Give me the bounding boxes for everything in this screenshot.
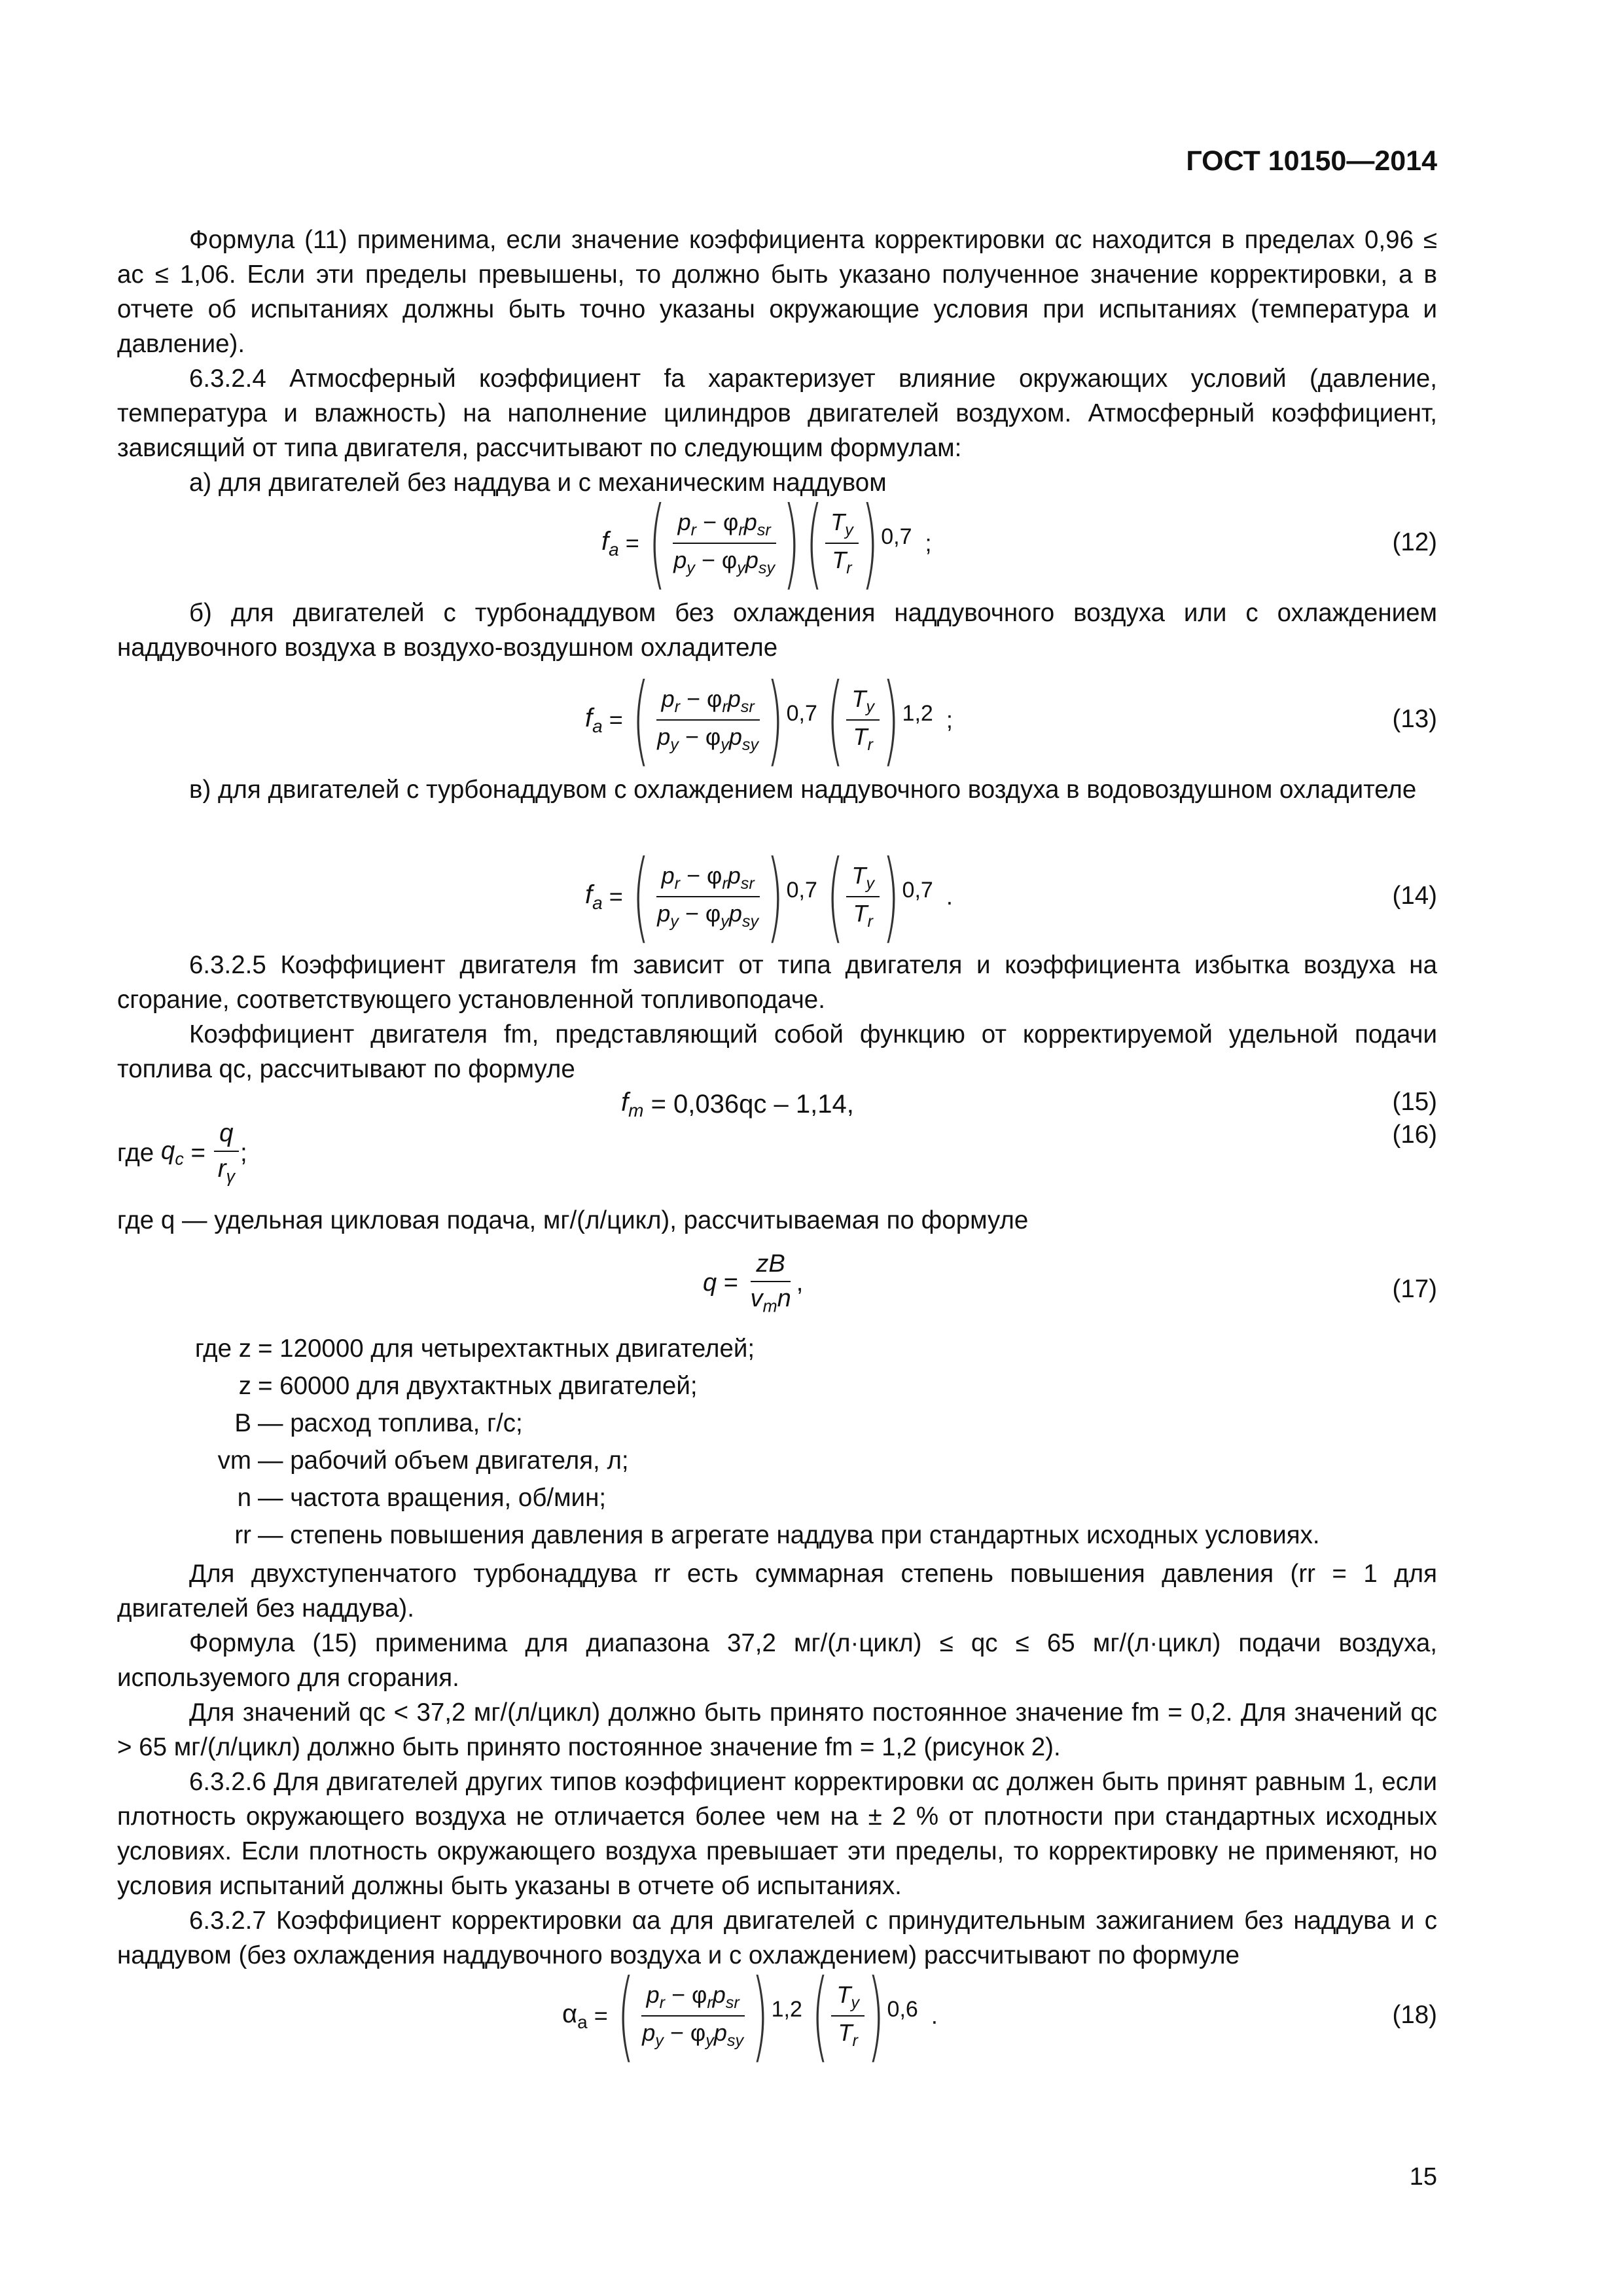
equation-17-number: (17) (1392, 1275, 1437, 1303)
equation-16: где $q_c$ = $\frac{q}{r_\gamma}$ ; (16) (117, 1119, 1437, 1187)
text-block-4 (117, 948, 1437, 1086)
text-block-6 (117, 1556, 1437, 1973)
paragraph-case-v: в) для двигателей с турбонаддувом с охлаждением наддувочного воздуха в водовоздушном охладителе (189, 776, 1417, 804)
legend-symbol: z (238, 1372, 251, 1400)
legend-description: — рабочий объем двигателя, л; (258, 1446, 629, 1475)
legend-row (117, 1367, 1437, 1405)
equation-16-number: (16) (1392, 1121, 1437, 1149)
equation-13-exponent-1: 0,7 (786, 700, 817, 726)
document-header: ГОСТ 10150—2014 (1186, 145, 1437, 177)
equation-18-exponent-2: 0,6 (887, 1996, 918, 2022)
equation-13-exponent-2: 1,2 (902, 700, 933, 726)
text-block-2 (117, 596, 1437, 665)
legend-row (117, 1479, 1437, 1516)
paragraph-6-3-2-4: 6.3.2.4 Атмосферный коэффициент fa характеризует влияние окружающих условий (давление, температура и влажность) на наполнение цилиндров двигателей воздухом. Атмосферный коэффициент, зависящий от типа двигателя, рассчитывают по следующим формулам: (117, 365, 1437, 462)
legend-description: — частота вращения, об/мин; (258, 1484, 607, 1512)
legend-symbol: где z (194, 1335, 251, 1363)
paragraph-1: Формула (11) применима, если значение коэффициента корректировки αc находится в пределах 0,96 ≤ ac ≤ 1,06. Если эти пределы превышены, то должно быть указано полученное значение корректировки, а в отчете об испытаниях должны быть точно указаны окружающие условия при испытаниях (температура и давление). (117, 226, 1437, 358)
equation-12: $f_a$ = ( $\frac{p_r - \varphi_rp_{sr}}{p_y - \varphi_yp_{sy}}$ ) ( $\frac{T_y}{T_r}$ ) 0,7 ; (12) (601, 486, 1437, 600)
text-block-5 (117, 1203, 1437, 1238)
paragraph-two-stage: Для двухступенчатого турбонаддува rr есть суммарная степень повышения давления (rr = 1 для двигателей без наддува). (117, 1560, 1437, 1623)
paragraph-6-3-2-6: 6.3.2.6 Для двигателей других типов коэффициент корректировки αc должен быть принят равным 1, если плотность окружающего воздуха не отличается более чем на ± 2 % от плотности при стандартных исходных условиях. Если плотность окружающего воздуха превышает эти пределы, то корректировку не применяют, но условия испытаний должны быть указаны в отчете об испытаниях. (117, 1768, 1437, 1900)
page-number: 15 (1409, 2163, 1437, 2191)
legend-symbol: n (237, 1484, 251, 1512)
equation-16-prefix: где (117, 1138, 154, 1167)
legend-row (117, 1442, 1437, 1479)
legend-row (117, 1330, 1437, 1367)
paragraph-formula-15-range: Формула (15) применима для диапазона 37,2 мг/(л·цикл) ≤ qc ≤ 65 мг/(л·цикл) подачи воздуха, используемого для сгорания. (117, 1629, 1437, 1692)
equation-15-number: (15) (1392, 1088, 1437, 1116)
equation-14-number: (14) (1392, 882, 1437, 910)
paragraph-fm-constants: Для значений qc < 37,2 мг/(л/цикл) должно быть принято постоянное значение fm = 0,2. Для значений qc > 65 мг/(л/цикл) должно быть принято постоянное значение fm = 1,2 (рисунок 2). (117, 1698, 1437, 1761)
legend-description: — степень повышения давления в агрегате наддува при стандартных исходных условиях. (258, 1521, 1320, 1549)
paragraph-case-a: а) для двигателей без наддува и с механическим наддувом (189, 469, 887, 497)
equation-14: $f_a$ = ( $\frac{p_r - \varphi_rp_{sr}}{p_y - \varphi_yp_{sy}}$ ) 0,7 ( $\frac{T_y}{T_r}$ ) 0,7 . (14) (585, 840, 1437, 954)
paragraph-fm-definition: Коэффициент двигателя fm, представляющий собой функцию от корректируемой удельной подачи топлива qc, рассчитывают по формуле (117, 1020, 1437, 1083)
paragraph-6-3-2-5: 6.3.2.5 Коэффициент двигателя fm зависит от типа двигателя и коэффициента избытка воздуха на сгорание, соответствующего установленной топливоподаче. (117, 951, 1437, 1014)
legend-symbol: vm (217, 1446, 251, 1475)
legend-description: — расход топлива, г/с; (258, 1409, 523, 1437)
equation-14-exponent-2: 0,7 (902, 877, 933, 903)
equation-13: $f_a$ = ( $\frac{p_r - \varphi_rp_{sr}}{p_y - \varphi_yp_{sy}}$ ) 0,7 ( $\frac{T_y}{T_r}$ ) 1,2 ; (13) (585, 663, 1437, 777)
equation-15: $f_m$ = 0,036qc – 1,14, (15) (621, 1088, 1437, 1121)
legend-row (117, 1405, 1437, 1442)
symbol-legend (117, 1330, 1437, 1554)
paragraph-q-definition: где q — удельная цикловая подача, мг/(л/цикл), рассчитываемая по формуле (117, 1206, 1029, 1234)
equation-13-number: (13) (1392, 705, 1437, 733)
equation-18-number: (18) (1392, 2001, 1437, 2029)
legend-row (117, 1516, 1437, 1554)
equation-14-exponent-1: 0,7 (786, 877, 817, 903)
legend-symbol: B (234, 1409, 251, 1437)
equation-12-number: (12) (1392, 528, 1437, 556)
paragraph-6-3-2-7: 6.3.2.7 Коэффициент корректировки αa для двигателей с принудительным зажиганием без наддува и с наддувом (без охлаждения наддувочного воздуха и с охлаждением) рассчитывают по формуле (117, 1907, 1437, 1969)
equation-18-exponent-1: 1,2 (771, 1996, 802, 2022)
equation-15-body: = 0,036qc – 1,14, (651, 1090, 854, 1119)
legend-description: = 60000 для двухтактных двигателей; (258, 1372, 698, 1400)
legend-description: = 120000 для четырехтактных двигателей; (258, 1335, 755, 1363)
text-block-1 (117, 223, 1437, 500)
paragraph-case-b: б) для двигателей с турбонаддувом без охлаждения наддувочного воздуха или с охлаждением наддувочного воздуха в воздухо-воздушном охладителе (117, 599, 1437, 662)
equation-12-exponent: 0,7 (881, 524, 912, 549)
equation-17: q = $\frac{zB}{v_mn}$ , (17) (703, 1250, 1437, 1316)
equation-18: $\alpha_a$ = ( $\frac{p_r - \varphi_rp_{sr}}{p_y - \varphi_yp_{sy}}$ ) 1,2 ( $\frac{T_y}{T_r}$ ) 0,6 . (18) (562, 1959, 1437, 2073)
legend-symbol: rr (234, 1521, 251, 1549)
text-block-3 (117, 772, 1437, 807)
